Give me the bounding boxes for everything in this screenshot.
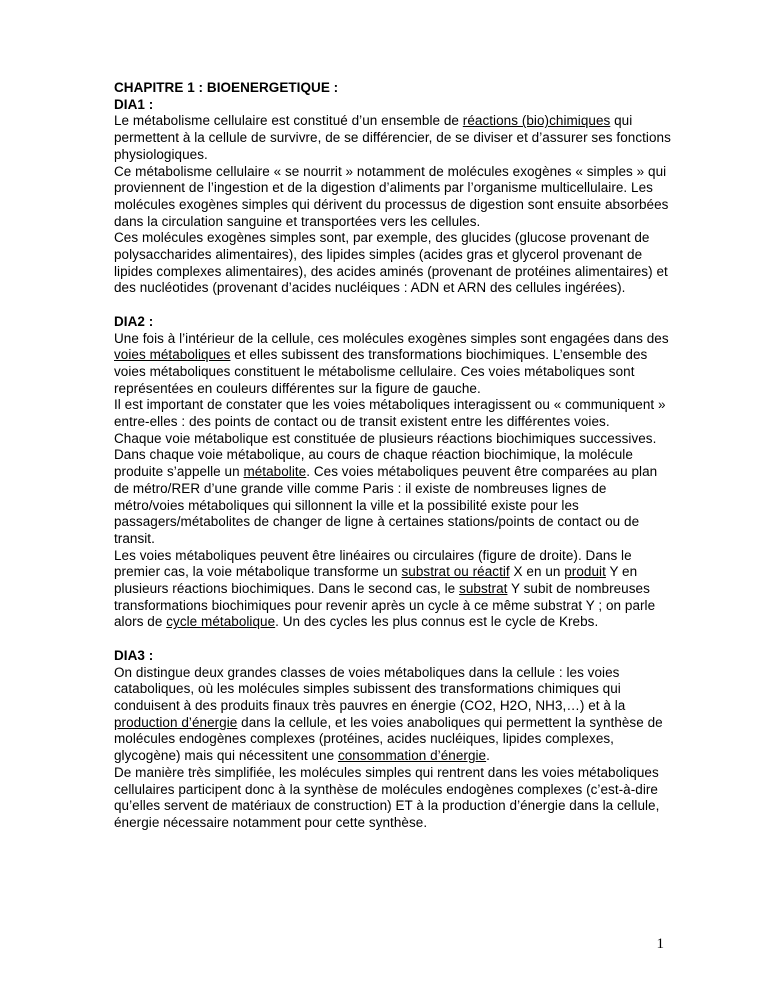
paragraph (114, 548, 674, 632)
text-run: Chaque voie métabolique est constituée de plusieurs réactions biochimiques successives. Dans chaque voie métabolique, au cours de chaque réaction biochimique, la molécule produite s’appelle un (114, 430, 657, 480)
text-run: Ce métabolisme cellulaire « se nourrit » notamment de molécules exogènes « simples » qui proviennent de l’ingestion et de la digestion d’aliments par l’organisme multicellulaire. Les molécules exogènes simples qui dérivent du processus de digestion sont ensuite absorbées dans la circulation sanguine et transportées vers les cellules. (114, 163, 669, 229)
underlined-term: réactions (bio)chimiques (462, 113, 611, 129)
underlined-term: production d’énergie (114, 714, 238, 730)
section-heading-dia2: DIA2 : (114, 313, 154, 329)
text-run: De manière très simplifiée, les molécules simples qui rentrent dans les voies métaboliques cellulaires participent donc à la synthèse de molécules endogènes complexes (c’est-à-dire qu’elles servent de matériaux de construction) ET à la production d’énergie dans la cellule, énergie nécessaire notamment pour cette synthèse. (114, 764, 660, 830)
text-run: et elles subissent des transformations biochimiques. L’ensemble des voies métaboliques constituent le métabolisme cellulaire. Ces voies métaboliques sont représentées en couleurs différentes sur la figure de gauche. (114, 347, 648, 396)
paragraph (114, 113, 674, 163)
paragraph (114, 397, 674, 430)
text-run: . Ces voies métaboliques peuvent être comparées au plan de métro/RER d’une grande ville comme Paris : il existe de nombreuses lignes de métro/voies métaboliques qui sillonnent la ville et la possibilité existe pour les passagers/métabolites de changer de ligne à certaines stations/points de contact ou de transit. (114, 464, 658, 546)
paragraph (114, 164, 674, 231)
text-run: Une fois à l’intérieur de la cellule, ces molécules exogènes simples sont engagées dans des (114, 330, 669, 346)
underlined-term: substrat (459, 581, 508, 597)
underlined-term: substrat ou réactif (401, 564, 510, 580)
section-dia1 (114, 80, 674, 297)
paragraph (114, 765, 674, 832)
text-run: Ces molécules exogènes simples sont, par exemple, des glucides (glucose provenant de polysaccharides alimentaires), des lipides simples (acides gras et glycerol provenant de lipides complexes alimentaires), des acides aminés (provenant de protéines alimentaires) et des nucléotides (provenant d’acides nucléiques : ADN et ARN des cellules ingérées). (114, 230, 668, 296)
paragraph (114, 230, 674, 297)
underlined-term: consommation d’énergie (337, 748, 487, 764)
underlined-term: cycle métabolique (166, 614, 276, 630)
document-body (114, 80, 674, 848)
text-run: Y en plusieurs réactions biochimiques. Dans le second cas, le (114, 564, 638, 597)
paragraph (114, 431, 674, 548)
underlined-term: voies métaboliques (114, 347, 231, 363)
text-run: On distingue deux grandes classes de voies métaboliques dans la cellule : les voies cataboliques, où les molécules simples subissent des transformations chimiques qui conduisent à des produits finaux très pauvres en énergie (CO2, H2O, NH3,…) et à la (114, 664, 626, 713)
underlined-term: métabolite (243, 464, 307, 480)
text-run: Y subit de nombreuses transformations biochimiques pour revenir après un cycle à ce même substrat Y ; on parle alors de (114, 581, 656, 630)
chapter-title: CHAPITRE 1 : BIOENERGETIQUE : (114, 80, 339, 95)
paragraph (114, 665, 674, 765)
text-run: Les voies métaboliques peuvent être linéaires ou circulaires (figure de droite). Dans le premier cas, la voie métabolique transforme un (114, 547, 632, 580)
text-run: qui permettent à la cellule de survivre, de se différencier, de se diviser et d’assurer ses fonctions physiologiques. (114, 113, 671, 162)
section-dia3 (114, 648, 674, 832)
section-dia2 (114, 314, 674, 631)
section-heading-dia3: DIA3 : (114, 647, 154, 663)
text-run: Le métabolisme cellulaire est constitué d’un ensemble de (114, 113, 463, 129)
text-run: Il est important de constater que les voies métaboliques interagissent ou « communiquent » entre-elles : des points de contact ou de transit existent entre les différentes voies. (114, 397, 666, 430)
section-heading-dia1: DIA1 : (114, 96, 154, 112)
underlined-term: produit (564, 564, 606, 580)
paragraph (114, 331, 674, 398)
text-run: . (486, 748, 490, 764)
page-number: 1 (656, 936, 664, 952)
text-run: dans la cellule, et les voies anaboliques qui permettent la synthèse de molécules endogènes complexes (protéines, acides nucléiques, lipides complexes, glycogène) mais qui nécessitent une (114, 714, 663, 764)
text-run: . Un des cycles les plus connus est le cycle de Krebs. (275, 614, 599, 630)
text-run: X en un (509, 564, 565, 580)
